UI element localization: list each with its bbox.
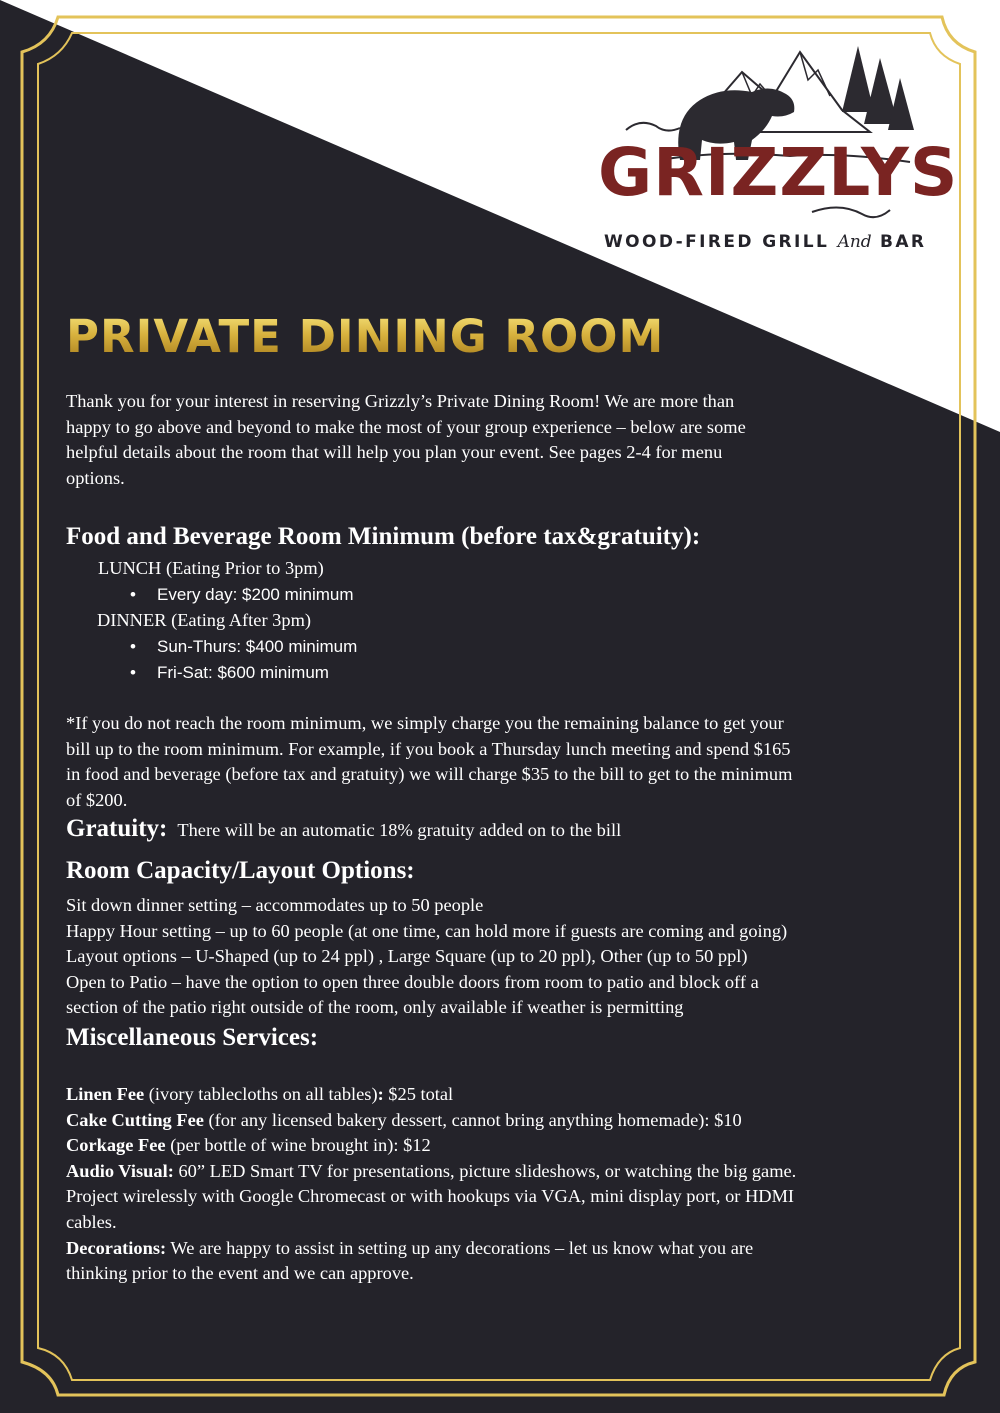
brand-tagline: WOOD-FIRED GRILL And BAR: [604, 232, 927, 252]
minimum-note: *If you do not reach the room minimum, we simply charge you the remaining balance to get your bill up to the room minimum. For example, if you book a Thursday lunch meeting and spend $165 in food and beverage (before tax and gratuity) we will charge $35 to the bill to get to the minimum of $200.: [66, 713, 793, 810]
intro-paragraph: Thank you for your interest in reserving Grizzly’s Private Dining Room! We are more than happy to go above and beyond to make the most of your group experience – below are some helpful details about the room that will help you plan your event. See pages 2-4 for menu options.: [66, 391, 746, 488]
minimum-heading: Food and Beverage Room Minimum (before tax&gratuity):: [66, 523, 701, 550]
corkage-fee-line: Corkage Fee (per bottle of wine brought in): $12: [66, 1135, 431, 1156]
gratuity-line: [66, 814, 621, 844]
gratuity-text: There will be an automatic 18% gratuity added on to the bill: [177, 820, 622, 840]
page-title: PRIVATE DINING ROOM: [66, 310, 665, 363]
dinner-label: DINNER (Eating After 3pm): [97, 610, 311, 630]
white-diagonal-band: [0, 0, 1000, 432]
gratuity-heading: Gratuity:: [66, 815, 168, 842]
linen-fee-line: Linen Fee (ivory tablecloths on all tables): $25 total: [66, 1084, 454, 1104]
list-item: • Fri-Sat: $600 minimum: [130, 663, 329, 682]
cake-fee-line: Cake Cutting Fee (for any licensed bakery dessert, cannot bring anything homemade): $10: [66, 1109, 742, 1130]
list-item: • Every day: $200 minimum: [130, 585, 354, 604]
misc-services-list: Linen Fee (ivory tablecloths on all tables): $25 total Cake Cutting Fee (for any licensed bakery dessert, cannot bring anything homemade): $10 Corkage Fee (per bottle of wine brought in): $12 Audio Visual: 60” LED Smart TV for presentations, picture slideshows, or watching the big game. Project wirelessly with Google Chromecast or with hookups via VGA, mini display port, or HDMI cables. Decorations: We are happy to assist in setting up any decorations – let us know what you are thinking prior to the event and we can approve.: [66, 1082, 926, 1287]
capacity-heading: Room Capacity/Layout Options:: [66, 857, 415, 884]
list-item: • Sun-Thurs: $400 minimum: [130, 637, 358, 656]
lunch-label: LUNCH (Eating Prior to 3pm): [98, 558, 324, 578]
brand-name: GRIZZLYS: [598, 134, 959, 211]
capacity-list: Sit down dinner setting – accommodates up to 50 people Happy Hour setting – up to 60 people (at one time, can hold more if guests are coming and going) Layout options – U-Shaped (up to 24 ppl) , Large Square (up to 20 ppl), Other (up to 50 ppl) Open to Patio – have the option to open three double doors from room to patio and block off a section of the patio right outside of the room, only available if weather is permitting: [66, 895, 788, 1018]
decorations-line: Decorations: We are happy to assist in setting up any decorations – let us know what you are: [66, 1237, 754, 1258]
misc-heading: Miscellaneous Services:: [66, 1024, 319, 1051]
audio-visual-line: Audio Visual: 60” LED Smart TV for presentations, picture slideshows, or watching the big game.: [66, 1160, 797, 1181]
